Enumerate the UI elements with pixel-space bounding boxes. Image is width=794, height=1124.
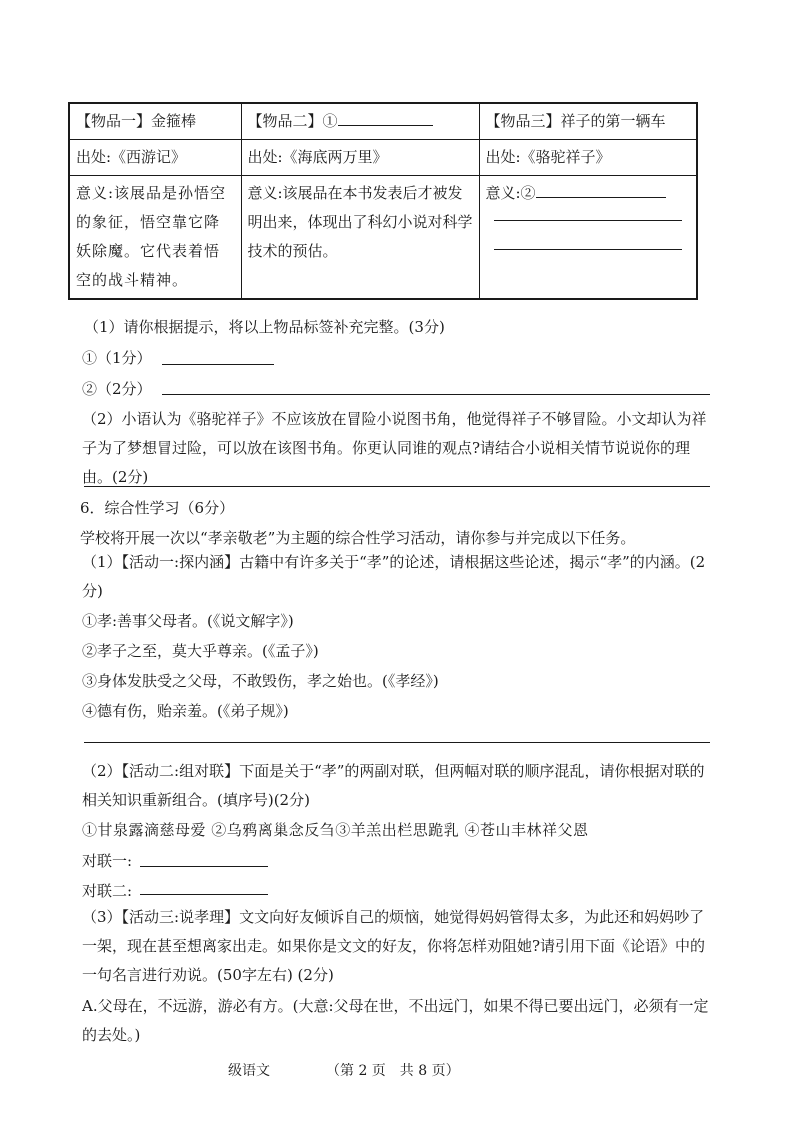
quote-3: ③身体发肤受之父母，不敢毁伤，孝之始也。(《孝经》) (82, 672, 439, 690)
item3-label: 【物品三】祥子的第一辆车 (485, 112, 666, 130)
table-cell (241, 140, 479, 176)
q5-part1: （1）请你根据提示，将以上物品标签补充完整。(3分) (84, 318, 445, 336)
quote-4: ④德有伤，贻亲羞。(《弟子规》) (82, 702, 289, 720)
item2-source: 出处:《海底两万里》 (247, 148, 388, 166)
answer-blank-1[interactable] (338, 107, 433, 126)
item1-meaning: 意义:该展品是孙悟空的象征，悟空靠它降妖除魔。它代表着悟空的战斗精神。 (76, 184, 227, 289)
q5-answer2-label: ②（2分） (82, 380, 152, 398)
q5-part2-answer-line[interactable] (84, 486, 710, 487)
item2-label: 【物品二】① (247, 112, 338, 130)
table-cell (69, 176, 241, 300)
footer-subject: 级语文 (228, 1063, 270, 1079)
table-row (69, 176, 697, 300)
table-row (69, 103, 697, 140)
item3-meaning: 意义:② (485, 184, 536, 202)
item1-label: 【物品一】金箍棒 (76, 112, 197, 130)
table-row (69, 140, 697, 176)
quote-1: ①孝:善事父母者。(《说文解字》) (82, 612, 294, 630)
table-cell (69, 140, 241, 176)
couplet1-label: 对联一: (82, 852, 133, 870)
answer-line[interactable] (494, 249, 682, 250)
couplet2-answer-line[interactable] (140, 894, 268, 895)
q5-answer1-label: ①（1分） (82, 349, 152, 367)
answer-blank-2[interactable] (536, 179, 666, 198)
answer-line[interactable] (494, 220, 682, 221)
table-cell (241, 176, 479, 300)
table-cell (479, 176, 697, 300)
q5-answer1-line[interactable] (162, 364, 274, 365)
page-number: （第 2 页 共 8 页） (326, 1063, 460, 1079)
q6-activity1: （1）【活动一:探内涵】古籍中有许多关于“孝”的论述，请根据这些论述，揭示“孝”的内涵。(2分) (82, 553, 706, 600)
couplet1-answer-line[interactable] (140, 866, 268, 867)
q5-part2: （2）小语认为《骆驼祥子》不应该放在冒险小说图书角，他觉得祥子不够冒险。小文却认为祥子为了梦想冒过险，可以放在该图书角。你更认同谁的观点?请结合小说相关情节说说你的理由。(2分) (82, 410, 707, 486)
couplet2-label: 对联二: (82, 882, 133, 900)
table-cell (69, 103, 241, 140)
table-cell (479, 103, 697, 140)
q6-activity3: （3）【活动三:说孝理】文文向好友倾诉自己的烦恼，她觉得妈妈管得太多，为此还和妈妈吵了一架，现在甚至想离家出走。如果你是文文的好友，你将怎样劝阻她?请引用下面《论语》中的一句名言进行劝说。(50字左右) (2分) (82, 908, 706, 984)
couplet-parts: ①甘泉露滴慈母爱 ②乌鸦离巢念反刍③羊羔出栏思跪乳 ④苍山丰林祥父恩 (82, 821, 589, 839)
q6-title: 6．综合性学习（6分） (80, 499, 235, 517)
quote-2: ②孝子之至，莫大乎尊亲。(《孟子》) (82, 642, 319, 660)
item2-meaning: 意义:该展品在本书发表后才被发明出来，体现出了科幻小说对科学技术的预估。 (247, 184, 473, 260)
item1-source: 出处:《西游记》 (76, 148, 187, 166)
table-cell (479, 140, 697, 176)
q6-activity1-answer-line[interactable] (84, 742, 710, 743)
option-a: A.父母在，不远游，游必有方。(大意:父母在世，不出远门，如果不得已要出远门，必须有一定的去处。) (82, 997, 709, 1044)
exhibit-table (68, 102, 698, 300)
table-cell (241, 103, 479, 140)
q6-intro: 学校将开展一次以“孝亲敬老”为主题的综合性学习活动，请你参与并完成以下任务。 (80, 529, 636, 547)
q6-activity2: （2）【活动二:组对联】下面是关于“孝”的两副对联，但两幅对联的顺序混乱，请你根据对联的相关知识重新组合。(填序号)(2分) (82, 762, 705, 809)
item3-source: 出处:《骆驼祥子》 (485, 148, 611, 166)
q5-answer2-line[interactable] (162, 394, 710, 395)
